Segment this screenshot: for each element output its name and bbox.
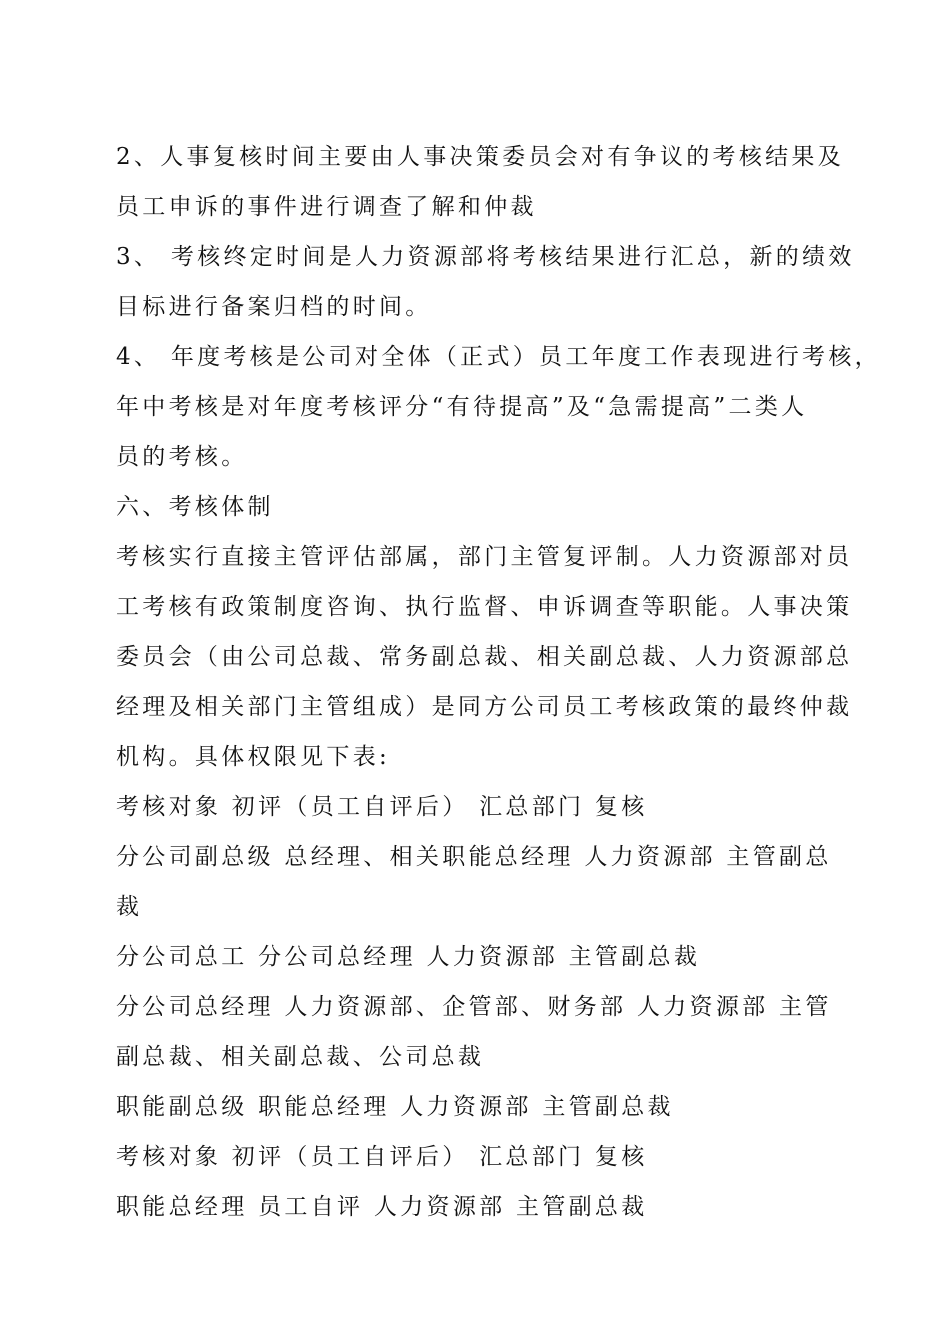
table-row-line: 职能总经理 员工自评 人力资源部 主管副总裁 (116, 1194, 648, 1220)
paragraph-line: 4、 年度考核是公司对全体（正式）员工年度工作表现进行考核， (116, 344, 881, 370)
paragraph-line: 员工申诉的事件进行调查了解和仲裁 (116, 194, 537, 220)
table-header-line: 考核对象 初评（员工自评后） 汇总部门 复核 (116, 794, 648, 820)
paragraph-line: 3、 考核终定时间是人力资源部将考核结果进行汇总，新的绩效 (116, 244, 855, 270)
paragraph-line: 员的考核。 (116, 444, 248, 470)
table-row-line: 副总裁、相关副总裁、公司总裁 (116, 1044, 485, 1070)
table-header-line: 考核对象 初评（员工自评后） 汇总部门 复核 (116, 1144, 648, 1170)
table-row-line: 裁 (116, 894, 143, 920)
paragraph-line: 目标进行备案归档的时间。 (116, 294, 432, 320)
table-row-line: 分公司副总级 总经理、相关职能总经理 人力资源部 主管副总 (116, 844, 832, 870)
paragraph-line: 2、人事复核时间主要由人事决策委员会对有争议的考核结果及 (116, 144, 845, 170)
paragraph-line: 考核实行直接主管评估部属，部门主管复评制。人力资源部对员 (116, 544, 853, 570)
paragraph-line: 委员会（由公司总裁、常务副总裁、相关副总裁、人力资源部总 (116, 644, 853, 670)
document-body (116, 132, 881, 1232)
paragraph-line: 年中考核是对年度考核评分“有待提高”及“急需提高”二类人 (116, 394, 808, 420)
paragraph-line: 工考核有政策制度咨询、执行监督、申诉调查等职能。人事决策 (116, 594, 853, 620)
section-heading: 六、考核体制 (116, 494, 274, 520)
table-row-line: 职能副总级 职能总经理 人力资源部 主管副总裁 (116, 1094, 674, 1120)
paragraph-line: 经理及相关部门主管组成）是同方公司员工考核政策的最终仲裁 (116, 694, 853, 720)
paragraph-line: 机构。具体权限见下表: (116, 744, 391, 770)
table-row-line: 分公司总经理 人力资源部、企管部、财务部 人力资源部 主管 (116, 994, 832, 1020)
table-row-line: 分公司总工 分公司总经理 人力资源部 主管副总裁 (116, 944, 701, 970)
